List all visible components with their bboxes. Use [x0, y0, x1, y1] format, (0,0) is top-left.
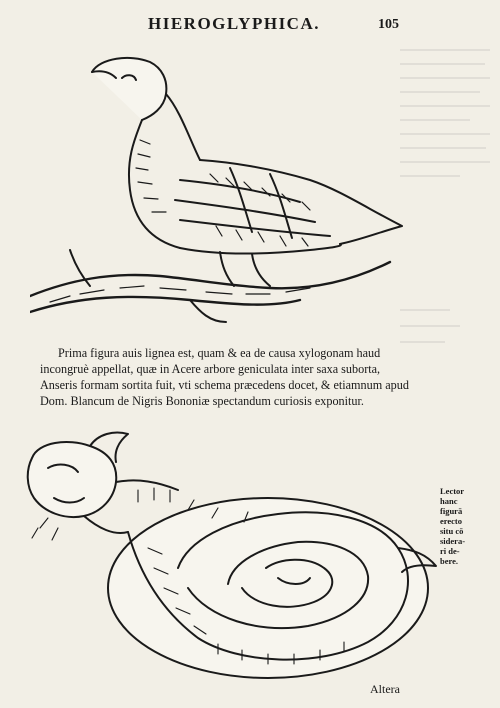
caption-line: Anseris formam sortita fuit, vti schema præcedens docet, & etiamnum apud	[40, 378, 409, 392]
caption-line: Prima figura auis lignea est, quam & ea de causa xylogonam haud	[58, 346, 381, 360]
margin-note-line: bere.	[440, 556, 459, 566]
caption-line: incongruè appellat, quæ in Acere arbore geniculata inter saxa suborta,	[40, 362, 381, 376]
bird-woodcut-illustration	[30, 50, 410, 325]
margin-note-line: hanc	[440, 496, 458, 506]
catchword: Altera	[370, 682, 400, 696]
figure-caption	[40, 345, 440, 409]
margin-note-line: figurā	[440, 506, 463, 516]
margin-note-line: Lector	[440, 486, 465, 496]
running-head: HIEROGLYPHICA.	[148, 14, 320, 33]
caption-line: Dom. Blancum de Nigris Bononiæ spectandum curiosis exponitur.	[40, 394, 364, 408]
page-number: 105	[378, 17, 399, 32]
coiled-creature-woodcut-illustration	[18, 428, 438, 688]
margin-note-line: sidera-	[440, 536, 466, 546]
margin-note-line: situ cō	[440, 526, 464, 536]
margin-note	[440, 486, 480, 566]
margin-note-line: erecto	[440, 516, 463, 526]
margin-note-line: ri de-	[440, 546, 460, 556]
